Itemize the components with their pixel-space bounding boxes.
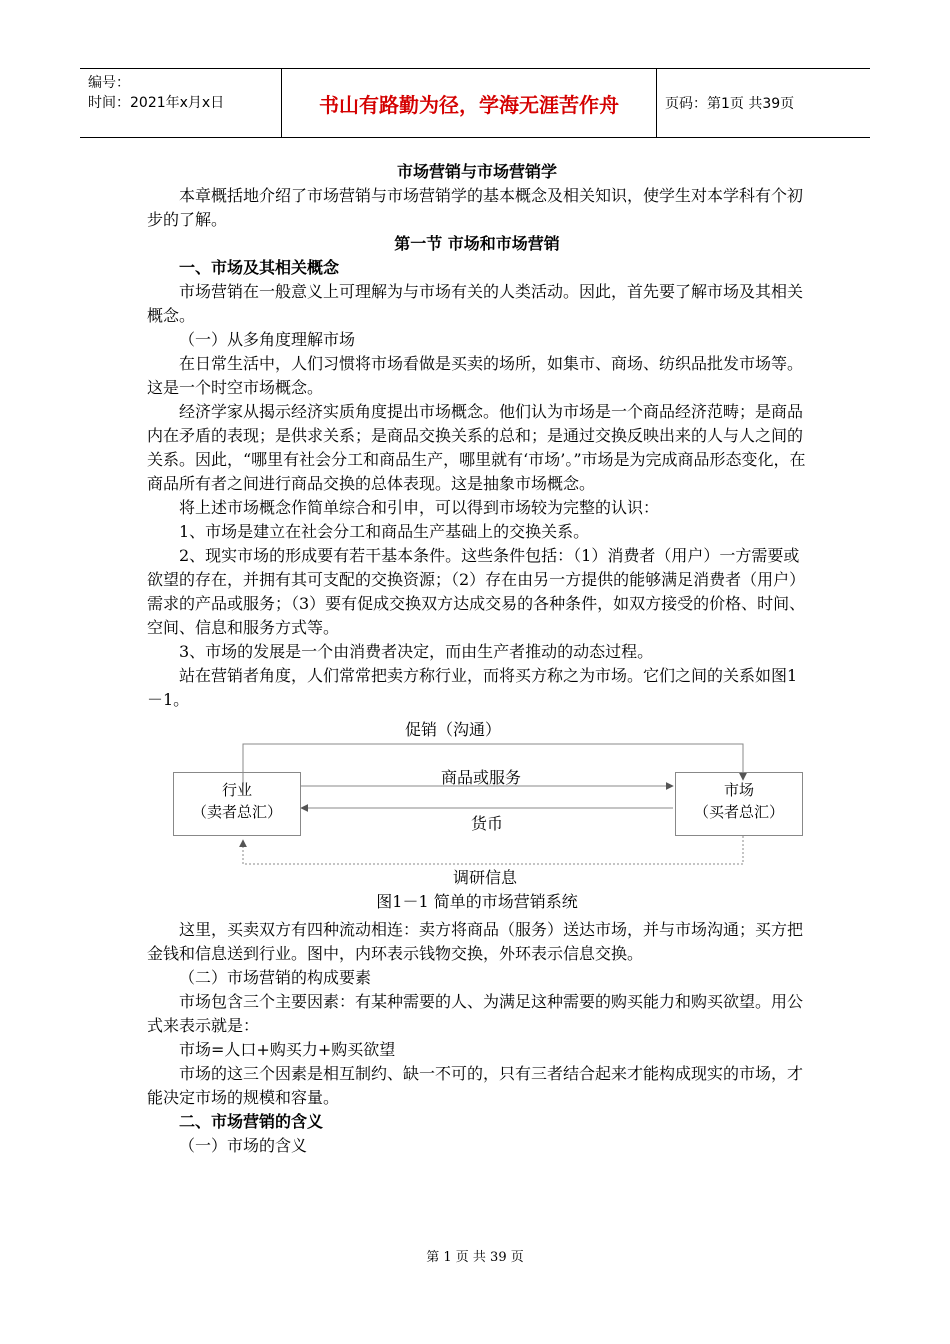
heading-two: 二、市场营销的含义 [179, 1112, 324, 1131]
goods-label: 商品或服务 [441, 768, 522, 787]
header-meta [80, 69, 282, 137]
formula: 市场=人口+购买力+购买欲望 [179, 1040, 396, 1059]
market-box [675, 772, 803, 836]
document-body [147, 160, 807, 1158]
header-motto: 书山有路勤为径，学海无涯苦作舟 [282, 69, 657, 137]
section-heading: 第一节 市场和市场营销 [394, 234, 560, 253]
research-info-arrow [243, 836, 743, 864]
date-label: 时间：2021年x月x日 [88, 95, 225, 111]
subheading: （一）市场的含义 [179, 1136, 308, 1155]
paragraph: 经济学家从揭示经济实质角度提出市场概念。他们认为市场是一个商品经济范畴；是商品内在矛盾的表现；是供求关系；是商品交换关系的总和；是通过交换反映出来的人与人之间的关系。因此，“哪里有社会分工和商品生产，哪里就有‘市场’。”市场是为完成商品形态变化，在商品所有者之间进行商品交换的总体表现。这是抽象市场概念。 [147, 402, 806, 493]
market-box-subtitle: （买者总汇） [693, 803, 784, 821]
paragraph: 站在营销者角度，人们常常把卖方称行业，而将买方称之为市场。它们之间的关系如图1－1。 [147, 666, 798, 709]
marketing-system-diagram [147, 714, 807, 918]
promotion-label: 促销（沟通） [405, 720, 502, 739]
doc-title: 市场营销与市场营销学 [396, 162, 557, 181]
figure-caption: 图1－1 简单的市场营销系统 [376, 892, 578, 911]
paragraph: 将上述市场概念作简单综合和引申，可以得到市场较为完整的认识： [179, 498, 660, 517]
industry-box-title: 行业 [221, 781, 252, 799]
paragraph: 1、市场是建立在社会分工和商品生产基础上的交换关系。 [179, 522, 590, 541]
industry-box-subtitle: （卖者总汇） [191, 803, 282, 821]
research-info-label: 调研信息 [453, 868, 518, 887]
paragraph: 2、现实市场的形成要有若干基本条件。这些条件包括：（1）消费者（用户）一方需要或欲望的存在，并拥有其可支配的交换资源；（2）存在由另一方提供的能够满足消费者（用户）需求的产品或服务；（3）要有促成交换双方达成交易的各种条件，如双方接受的价格、时间、空间、信息和服务方式等。 [147, 546, 806, 637]
market-box-title: 市场 [723, 781, 754, 799]
paragraph: 这里，买卖双方有四种流动相连：卖方将商品（服务）送达市场，并与市场沟通；买方把金钱和信息送到行业。图中，内环表示钱物交换，外环表示信息交换。 [147, 920, 804, 963]
paragraph: 市场的这三个因素是相互制约、缺一不可的，只有三者结合起来才能构成现实的市场，才能决定市场的规模和容量。 [147, 1064, 804, 1107]
paragraph: 市场营销在一般意义上可理解为与市场有关的人类活动。因此，首先要了解市场及其相关概念。 [147, 282, 804, 325]
number-label: 编号： [88, 75, 130, 91]
page-header [80, 68, 870, 138]
money-label: 货币 [471, 814, 504, 833]
subheading: （二）市场营销的构成要素 [179, 968, 372, 987]
paragraph: 3、市场的发展是一个由消费者决定，而由生产者推动的动态过程。 [179, 642, 654, 661]
paragraph-intro: 本章概括地介绍了市场营销与市场营销学的基本概念及相关知识，使学生对本学科有个初步的了解。 [147, 186, 804, 229]
industry-box [173, 772, 301, 836]
subheading: （一）从多角度理解市场 [179, 330, 356, 349]
header-page-info: 页码：第1页 共39页 [665, 96, 795, 112]
page-footer: 第 1 页 共 39 页 [426, 1250, 524, 1265]
heading-one: 一、市场及其相关概念 [179, 258, 340, 277]
paragraph: 市场包含三个主要因素：有某种需要的人、为满足这种需要的购买能力和购买欲望。用公式来表示就是： [147, 992, 804, 1035]
paragraph: 在日常生活中，人们习惯将市场看做是买卖的场所，如集市、商场、纺织品批发市场等。这是一个时空市场概念。 [147, 354, 804, 397]
